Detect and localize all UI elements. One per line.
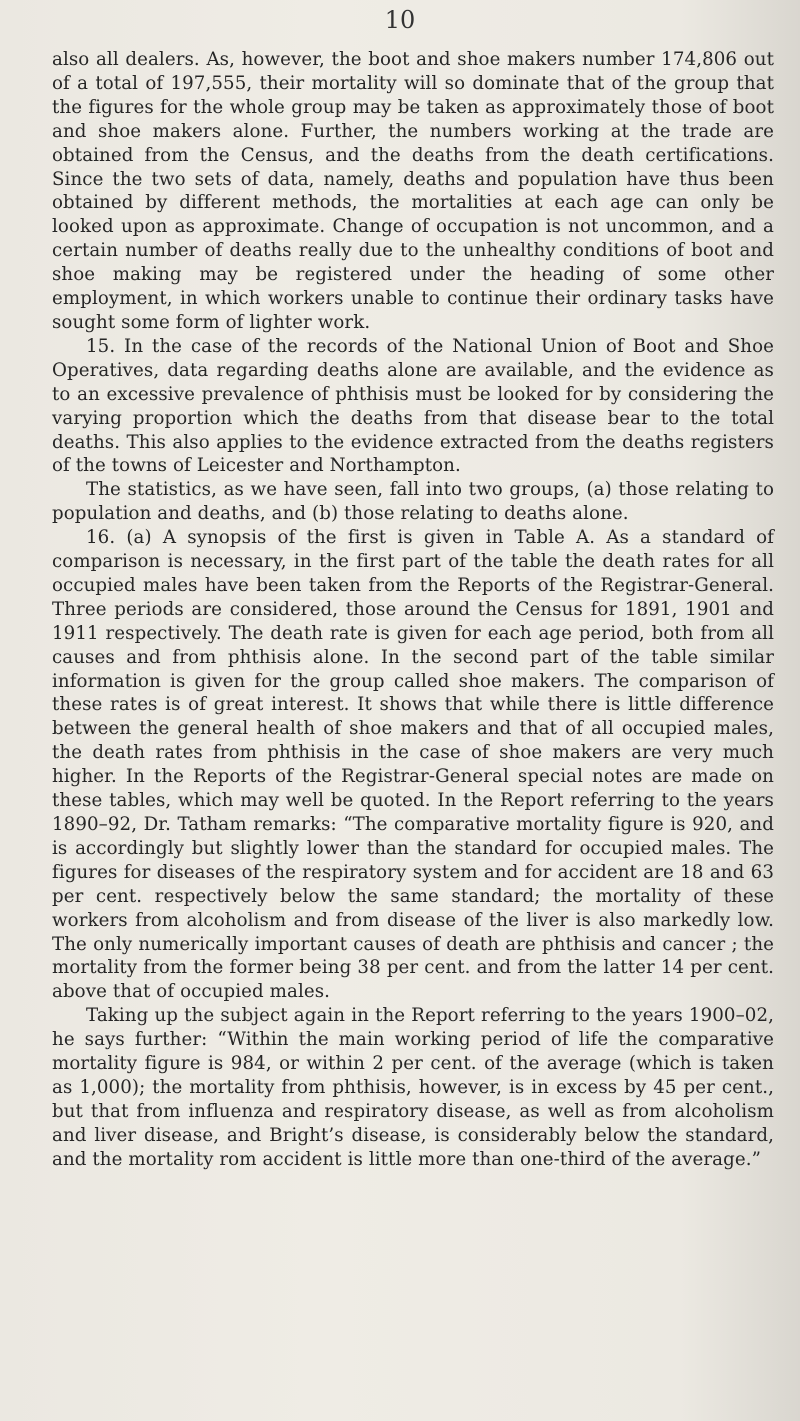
paragraph-15: 15. In the case of the records of the National Union of Boot and Shoe Operatives, data regarding deaths alone are available, and the evidence as to an excessive prevalence of phthisis must be looked for by considering the varying proportion which the deaths from that disease bear to the total deaths. This also applies to the evidence extracted from the deaths registers of the towns of Leicester and Northampton. (52, 335, 774, 477)
paragraph-report-1900-02: Taking up the subject again in the Report referring to the years 1900–02, he says further: “Within the main working period of life the comparative mortality figure is 984, or within 2 per cent. of the average (which is taken as 1,000); the mortality from phthisis, however, is in excess by 45 per cent., but that from influenza and respiratory disease, as well as from alcoholism and liver disease, and Bright’s disease, is considerably below the standard, and the mortality rom accident is little more than one-third of the average.” (52, 1005, 774, 1170)
paragraph-16: 16. (a) A synopsis of the first is given in Table A. As a standard of comparison is necessary, in the first part of the table the death rates for all occupied males have been taken from the Reports of the Registrar-General. Three periods are considered, those around the Census for 1891, 1901 and 1911 respectively. The death rate is given for each age period, both from all causes and from phthisis alone. In the second part of the table similar information is given for the group called shoe makers. The comparison of these rates is of great interest. It shows that while there is little difference between the general health of shoe makers and that of all occupied males, the death rates from phthisis in the case of shoe makers are very much higher. In the Reports of the Registrar-General special notes are made on these tables, which may well be quoted. In the Report referring to the years 1890–92, Dr. Tatham remarks: “The comparative mortality figure is 920, and is accordingly but slightly lower than the standard for occupied males. The figures for diseases of the respiratory system and for accident are 18 and 63 per cent. respectively below the same standard; the mortality of these workers from alcoholism and from disease of the liver is also markedly low. The only numerically important causes of death are phthisis and cancer ; the mortality from the former being 38 per cent. and from the latter 14 per cent. above that of occupied males. (52, 527, 774, 1003)
paragraph-continuation: also all dealers. As, however, the boot and shoe makers number 174,806 out of a total of 197,555, their mortality will so dominate that of the group that the figures for the whole group may be taken as approximately those of boot and shoe makers alone. Further, the numbers working at the trade are obtained from the Census, and the deaths from the death certifications. Since the two sets of data, namely, deaths and population have thus been obtained by different methods, the mortalities at each age can only be looked upon as approximate. Change of occupation is not uncommon, and a certain number of deaths really due to the unhealthy conditions of boot and shoe making may be registered under the heading of some other employment, in which workers unable to continue their ordinary tasks have sought some form of lighter work. (52, 49, 774, 333)
page-number: 10 (384, 6, 416, 34)
paragraph-statistics-groups: The statistics, as we have seen, fall into two groups, (a) those relating to population and deaths, and (b) those relating to deaths alone. (52, 479, 774, 525)
